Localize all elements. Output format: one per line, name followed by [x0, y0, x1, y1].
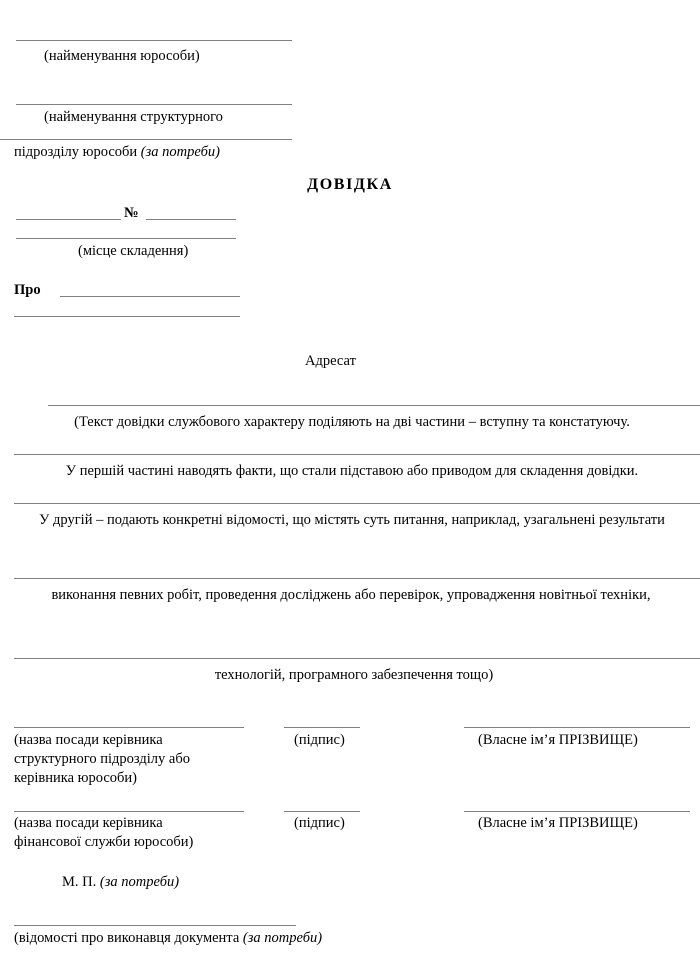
- body-line-2: У першій частині наводять факти, що стали підставою або приводом для складення довідки.: [65, 463, 639, 479]
- subdivision-rule-1: [16, 104, 292, 105]
- subdivision-caption-line2: [14, 142, 220, 162]
- signature-row-1-position-caption-line-3: керівника юрособи): [14, 770, 137, 786]
- date-field-rule: [16, 219, 121, 220]
- signature-row-1-position-caption-line-2: структурного підрозділу або: [14, 751, 190, 767]
- subdivision-rule-2: [0, 139, 292, 140]
- signature-row-1-position-caption-line-1: (назва посади керівника: [14, 732, 163, 748]
- signature-row-2-name-caption: (Власне ім’я ПРІЗВИЩЕ): [478, 815, 638, 831]
- place-caption: (місце складення): [78, 243, 189, 259]
- number-symbol: №: [124, 205, 139, 221]
- page-title: ДОВІДКА: [307, 176, 393, 193]
- number-field-rule: [146, 219, 236, 220]
- body-rule-2: [14, 454, 700, 455]
- signature-row-2-position-caption-line-1: (назва посади керівника: [14, 815, 163, 831]
- org-name-rule: [16, 40, 292, 41]
- org-name-caption: (найменування юрособи): [44, 48, 200, 64]
- body-rule-5: [14, 658, 700, 659]
- body-line-1: (Текст довідки службового характеру поділяють на дві частини – вступну та констатуючу.: [74, 414, 630, 430]
- subdivision-caption-line2-main: підрозділу юрособи: [14, 144, 141, 160]
- executor-caption-note: (за потреби): [242, 930, 323, 946]
- place-rule: [16, 238, 236, 239]
- body-rule-1: [48, 405, 700, 406]
- executor-caption: [14, 928, 322, 948]
- seal-note-text: (за потреби): [99, 874, 180, 890]
- subject-label: Про: [14, 282, 41, 298]
- signature-row-2-position-rule: [14, 811, 244, 812]
- body-rule-4: [14, 578, 700, 579]
- signature-row-1-name-rule: [464, 727, 690, 728]
- subject-rule-2: [14, 316, 240, 317]
- subdivision-caption-line1: (найменування структурного: [44, 109, 223, 125]
- signature-row-2-position-caption-line-2: фінансової служби юрособи): [14, 834, 194, 850]
- signature-row-2-name-rule: [464, 811, 690, 812]
- signature-row-1-name-caption: (Власне ім’я ПРІЗВИЩЕ): [478, 732, 638, 748]
- signature-row-1-signature-caption: (підпис): [294, 732, 345, 748]
- signature-row-2-signature-rule: [284, 811, 360, 812]
- signature-row-2-signature-caption: (підпис): [294, 815, 345, 831]
- signature-row-1-signature-rule: [284, 727, 360, 728]
- signature-row-1-position-rule: [14, 727, 244, 728]
- executor-caption-main: (відомості про виконавця документа: [14, 930, 243, 946]
- body-rule-3: [14, 503, 700, 504]
- body-line-3: У другій – подають конкретні відомості, що містять суть питання, наприклад, узагальнені результати: [39, 512, 665, 528]
- subdivision-caption-line2-note: (за потреби): [140, 144, 220, 160]
- body-line-4: виконання певних робіт, проведення досліджень або перевірок, упровадження новітньої техніки,: [51, 587, 651, 603]
- executor-rule: [14, 925, 296, 926]
- seal-note: [62, 872, 179, 892]
- body-line-5: технологій, програмного забезпечення тощо): [214, 667, 494, 683]
- seal-abbreviation: М. П.: [62, 874, 100, 890]
- subject-rule-1: [60, 296, 240, 297]
- addressee-label: Адресат: [305, 353, 356, 369]
